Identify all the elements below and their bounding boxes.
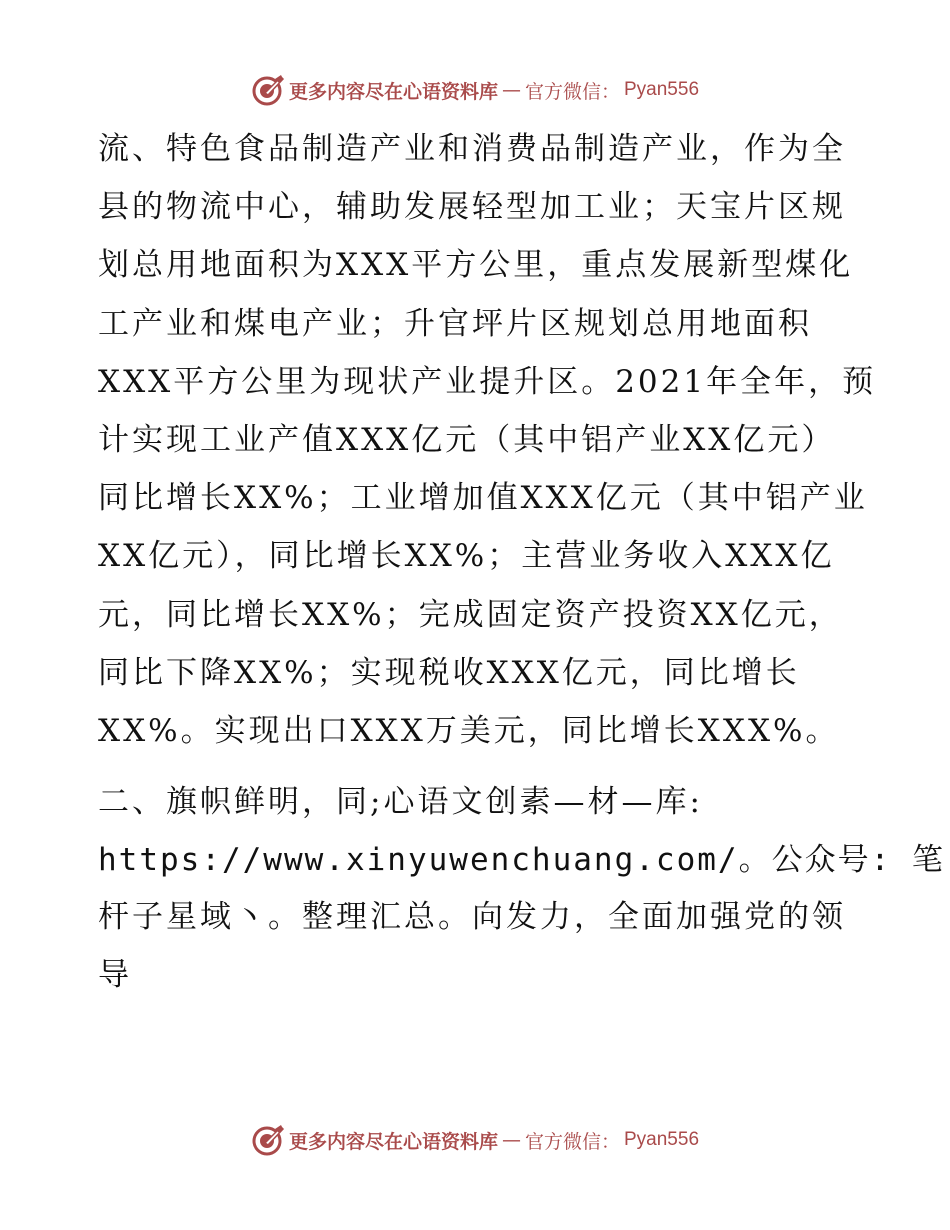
footer-wechat-label: 官方微信： <box>524 1130 620 1153</box>
text-line: 工产业和煤电产业；升官坪片区规划总用地面积 <box>98 305 812 342</box>
document-body <box>98 120 945 1004</box>
text-line: XX亿元），同比增长XX%；主营业务收入XXX亿 <box>98 538 835 575</box>
text-line: 流、特色食品制造产业和消费品制造产业，作为全 <box>98 131 846 167</box>
pen-nib-circle-icon <box>251 1123 285 1157</box>
pen-nib-circle-icon <box>251 73 285 107</box>
header-brand-text: 更多内容尽在心语资料库 <box>288 80 498 103</box>
text-line: XX%。实现出口XXX万美元，同比增长XXX%。 <box>98 712 840 749</box>
text-line: 计实现工业产值XXX亿元（其中铝产业XX亿元） <box>98 421 836 458</box>
text-line: 杆子星域丶。整理汇总。向发力，全面加强党的领 <box>98 899 846 936</box>
text-line: 同比增长XX%；工业增加值XXX亿元（其中铝产业 <box>98 480 868 517</box>
page-footer <box>0 1122 950 1158</box>
text-line: XXX平方公里为现状产业提升区。2021年全年，预 <box>98 363 877 400</box>
footer-wechat-id: Pyan556 <box>624 1129 700 1150</box>
text-line: 划总用地面积为XXX平方公里，重点发展新型煤化 <box>98 247 854 284</box>
header-separator: — <box>501 79 521 101</box>
text-line: 元，同比增长XX%；完成固定资产投资XX亿元， <box>98 596 843 633</box>
url-line: https://www.xinyuwenchuang.com/。公众号: 笔 <box>98 841 945 878</box>
header-wechat-id: Pyan556 <box>624 79 700 100</box>
footer-brand-text: 更多内容尽在心语资料库 <box>288 1130 498 1153</box>
header-wechat-label: 官方微信： <box>524 80 620 103</box>
text-line: 导 <box>98 956 132 993</box>
footer-separator: — <box>501 1129 521 1151</box>
page-header <box>0 72 950 108</box>
paragraph-1 <box>98 120 877 760</box>
paragraph-2 <box>98 774 945 1004</box>
footer-brand <box>251 1123 699 1157</box>
text-line: 县的物流中心，辅助发展轻型加工业；天宝片区规 <box>98 189 846 226</box>
section-heading-line: 二、旗帜鲜明，同;心语文创素—材—库: <box>98 784 703 821</box>
text-line: 同比下降XX%；实现税收XXX亿元，同比增长 <box>98 654 800 691</box>
header-brand <box>251 73 699 107</box>
